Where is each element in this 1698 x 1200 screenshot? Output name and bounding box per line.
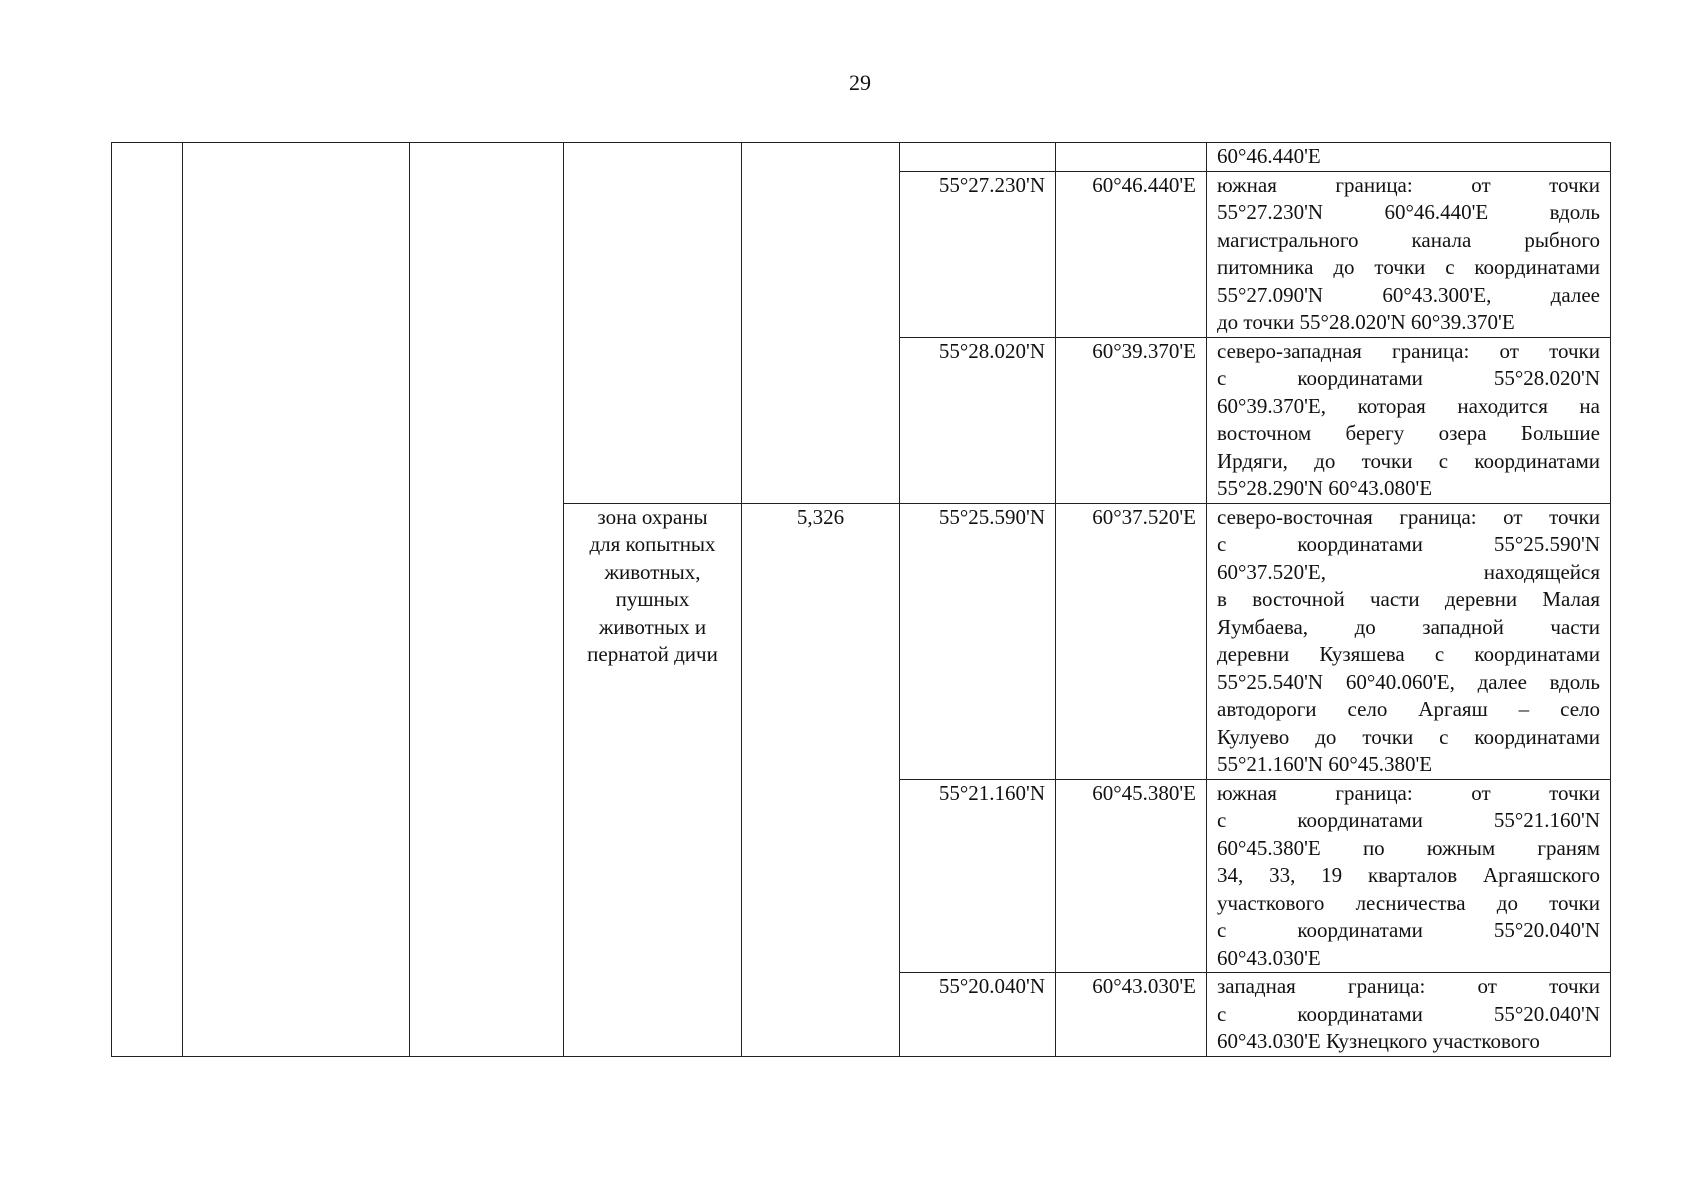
description-line: 55°28.290'N 60°43.080'E [1217, 476, 1433, 500]
description-line: 55°27.230'N 60°46.440'E вдоль [1217, 200, 1600, 224]
lat-cell: 55°28.020'N [900, 337, 1056, 503]
lat-cell: 55°21.160'N [900, 779, 1056, 973]
description-line: участкового лесничества до точки [1217, 890, 1600, 915]
description-line: с координатами 55°20.040'N [1217, 1001, 1600, 1026]
lon-cell: 60°45.380'E [1056, 779, 1207, 973]
description-line: Яумбаева, до западной части [1217, 614, 1600, 639]
description-line: деревни Кузяшева с координатами [1217, 642, 1600, 666]
description-line: 55°27.090'N 60°43.300'E, далее [1217, 282, 1600, 307]
lon-cell: 60°46.440'E [1056, 171, 1207, 337]
page-number: 29 [849, 70, 871, 95]
lat-cell: 55°25.590'N [900, 503, 1056, 779]
description-cell [1207, 973, 1611, 1057]
description-line: с координатами 55°21.160'N [1217, 808, 1600, 832]
zone-area-cell: 5,326 [742, 503, 900, 1056]
description-line: 60°43.030'E [1217, 945, 1321, 970]
boundary-table [111, 142, 1611, 1057]
description-line: автодороги село Аргаяш – село [1217, 697, 1600, 721]
description-line: в восточной части деревни Малая [1217, 587, 1600, 611]
description-line: 55°21.160'N 60°45.380'E [1217, 752, 1433, 776]
area-cell-empty [742, 143, 900, 504]
description-line: с координатами 55°28.020'N [1217, 366, 1600, 390]
description-line: 60°39.370'E, которая находится на [1217, 393, 1600, 418]
description-line: западная граница: от точки [1217, 974, 1600, 998]
description-line: северо-западная граница: от точки [1217, 338, 1600, 363]
description-line: восточном берегу озера Большие [1217, 421, 1600, 445]
description-cell [1207, 171, 1611, 337]
description-line: до точки 55°28.020'N 60°39.370'E [1217, 310, 1515, 334]
lon-cell: 60°39.370'E [1056, 337, 1207, 503]
description-line: с координатами 55°25.590'N [1217, 532, 1600, 556]
description-line: 60°45.380'E по южным граням [1217, 835, 1600, 860]
description-line: южная граница: от точки [1217, 780, 1600, 805]
description-cell [1207, 337, 1611, 503]
zone-name-cell: зона охраны для копытных животных, пушных животных и пернатой дичи [564, 503, 742, 1056]
table-row [112, 143, 1611, 172]
description-line: 34, 33, 19 кварталов Аргаяшского [1217, 863, 1600, 887]
description-line: магистрального канала рыбного [1217, 227, 1600, 252]
description-line: Кулуево до точки с координатами [1217, 724, 1600, 749]
description-line: северо-восточная граница: от точки [1217, 504, 1600, 529]
description-line: с координатами 55°20.040'N [1217, 918, 1600, 942]
col-2-cell [183, 143, 410, 1057]
description-line: 60°43.030'E Кузнецкого участкового [1217, 1029, 1540, 1053]
description-line: 55°25.540'N 60°40.060'E, далее вдоль [1217, 669, 1600, 694]
description-line: Ирдяги, до точки с координатами [1217, 448, 1600, 473]
zone-cell-empty [564, 143, 742, 504]
col-3-cell [410, 143, 564, 1057]
description-line: 60°46.440'E [1217, 144, 1321, 168]
lon-cell: 60°43.030'E [1056, 973, 1207, 1057]
lat-cell [900, 143, 1056, 172]
col-1-cell [112, 143, 183, 1057]
lat-cell: 55°20.040'N [900, 973, 1056, 1057]
lon-cell: 60°37.520'E [1056, 503, 1207, 779]
description-line: питомника до точки с координатами [1217, 255, 1600, 279]
lat-cell: 55°27.230'N [900, 171, 1056, 337]
description-cell [1207, 143, 1611, 172]
lon-cell [1056, 143, 1207, 172]
description-line: южная граница: от точки [1217, 172, 1600, 197]
description-cell [1207, 503, 1611, 779]
description-line: 60°37.520'E, находящейся [1217, 559, 1600, 584]
description-cell [1207, 779, 1611, 973]
